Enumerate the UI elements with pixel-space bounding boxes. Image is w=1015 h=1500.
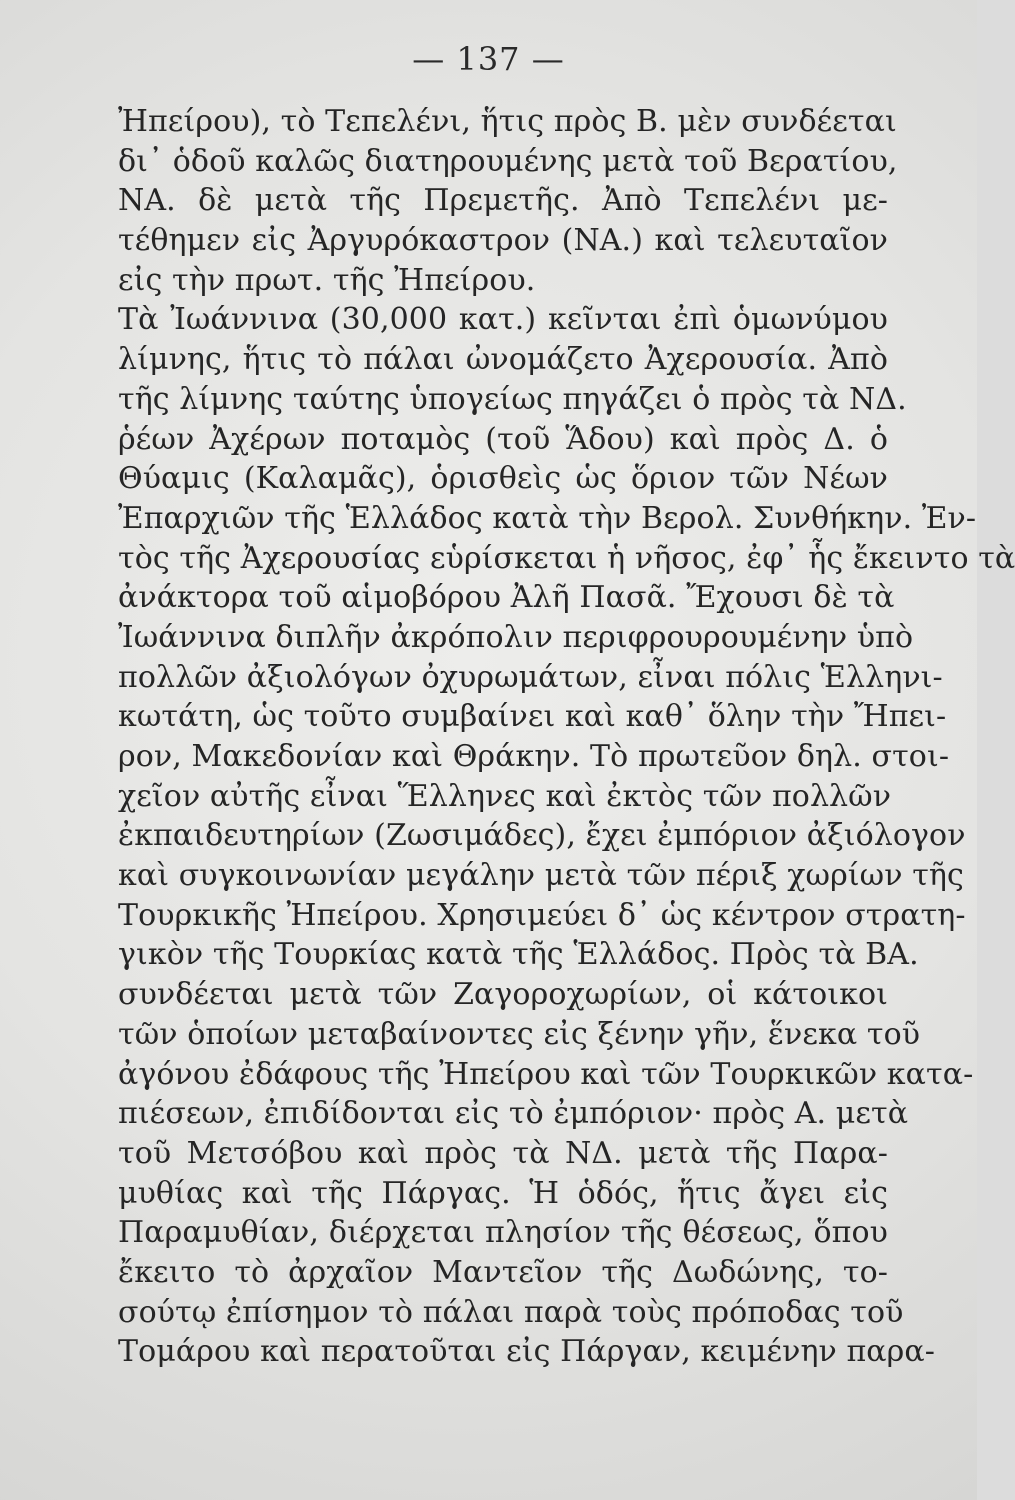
text-line: τῆς λίμνης ταύτης ὑπογείως πηγάζει ὁ πρὸς τὰ ΝΔ. xyxy=(118,381,907,417)
text-line: Ἠπείρου), τὸ Τεπελένι, ἥτις πρὸς Β. μὲν συνδέεται xyxy=(118,104,897,139)
text-line: ΝΑ. δὲ μετὰ τῆς Πρεμετῆς. Ἀπὸ Τεπελένι με- xyxy=(118,183,888,219)
text-line: Παραμυθίαν, διέρχεται πλησίον τῆς θέσεως, ὅπου xyxy=(118,1215,888,1251)
text-line: πολλῶν ἀξιολόγων ὀχυρωμάτων, εἶναι πόλις Ἑλληνι- xyxy=(118,659,943,695)
text-line: λίμνης, ἥτις τὸ πάλαι ὠνομάζετο Ἀχερουσία. Ἀπὸ xyxy=(118,342,888,378)
text-line: ἔκειτο τὸ ἀρχαῖον Μαντεῖον τῆς Δωδώνης, το- xyxy=(118,1254,888,1290)
text-line: ῥέων Ἀχέρων ποταμὸς (τοῦ Ἅδου) καὶ πρὸς Δ. ὁ xyxy=(118,421,888,457)
text-line: τέθημεν εἰς Ἀργυρόκαστρον (ΝΑ.) καὶ τελευταῖον xyxy=(118,223,888,259)
text-line: τῶν ὁποίων μεταβαίνοντες εἰς ξένην γῆν, ἕνεκα τοῦ xyxy=(118,1016,921,1052)
text-line: μυθίας καὶ τῆς Πάργας. Ἡ ὁδός, ἥτις ἄγει εἰς xyxy=(118,1175,888,1211)
text-line: ρον, Μακεδονίαν καὶ Θράκην. Τὸ πρωτεῦον δηλ. στοι- xyxy=(118,739,950,774)
text-line: δι᾽ ὁδοῦ καλῶς διατηρουμένης μετὰ τοῦ Βερατίου, xyxy=(118,143,898,179)
text-line: Τὰ Ἰωάννινα (30,000 κατ.) κεῖνται ἐπὶ ὁμωνύμου xyxy=(118,302,888,338)
text-line: σούτῳ ἐπίσημον τὸ πάλαι παρὰ τοὺς πρόποδας τοῦ xyxy=(118,1294,904,1330)
text-line: Θύαμις (Καλαμᾶς), ὁρισθεὶς ὡς ὅριον τῶν Νέων xyxy=(118,461,888,497)
text-line: ἀνάκτορα τοῦ αἱμοβόρου Ἀλῆ Πασᾶ. Ἔχουσι δὲ τὰ xyxy=(118,580,895,616)
page-number: — 137 — xyxy=(412,40,565,78)
text-line: Ἐπαρχιῶν τῆς Ἑλλάδος κατὰ τὴν Βερολ. Συνθήκην. Ἐν- xyxy=(118,500,977,536)
text-line: Τουρκικῆς Ἠπείρου. Χρησιμεύει δ᾽ ὡς κέντρον στρατη- xyxy=(118,897,966,933)
text-line: Ἰωάννινα διπλῆν ἀκρόπολιν περιφρουρουμένην ὑπὸ xyxy=(118,619,914,655)
text-line: Τομάρου καὶ περατοῦται εἰς Πάργαν, κειμένην παρα- xyxy=(118,1334,935,1370)
text-line: χεῖον αὐτῆς εἶναι Ἕλληνες καὶ ἐκτὸς τῶν πολλῶν xyxy=(118,778,892,814)
text-line: τὸς τῆς Ἀχερουσίας εὑρίσκεται ἡ νῆσος, ἐφ᾽ ἧς ἔκειντο τὰ xyxy=(118,540,1015,576)
text-line: γικὸν τῆς Τουρκίας κατὰ τῆς Ἑλλάδος. Πρὸς τὰ ΒΑ. xyxy=(118,937,919,973)
text-line: κωτάτη, ὡς τοῦτο συμβαίνει καὶ καθ᾽ ὅλην τὴν Ἤπει- xyxy=(118,699,947,735)
text-line: ἐκπαιδευτηρίων (Ζωσιμάδες), ἔχει ἐμπόριον ἀξιόλογον xyxy=(118,818,966,854)
text-line: συνδέεται μετὰ τῶν Ζαγοροχωρίων, οἱ κάτοικοι xyxy=(118,977,888,1013)
text-line: ἀγόνου ἐδάφους τῆς Ἠπείρου καὶ τῶν Τουρκικῶν κατα- xyxy=(118,1056,974,1092)
text-line: πιέσεων, ἐπιδίδονται εἰς τὸ ἐμπόριον· πρὸς Α. μετὰ xyxy=(118,1096,909,1132)
text-line: καὶ συγκοινωνίαν μεγάλην μετὰ τῶν πέριξ χωρίων τῆς xyxy=(118,858,964,894)
text-line: τοῦ Μετσόβου καὶ πρὸς τὰ ΝΔ. μετὰ τῆς Παρα- xyxy=(118,1135,888,1171)
body-text xyxy=(118,102,1015,1372)
text-line: εἰς τὴν πρωτ. τῆς Ἠπείρου. xyxy=(118,262,536,298)
